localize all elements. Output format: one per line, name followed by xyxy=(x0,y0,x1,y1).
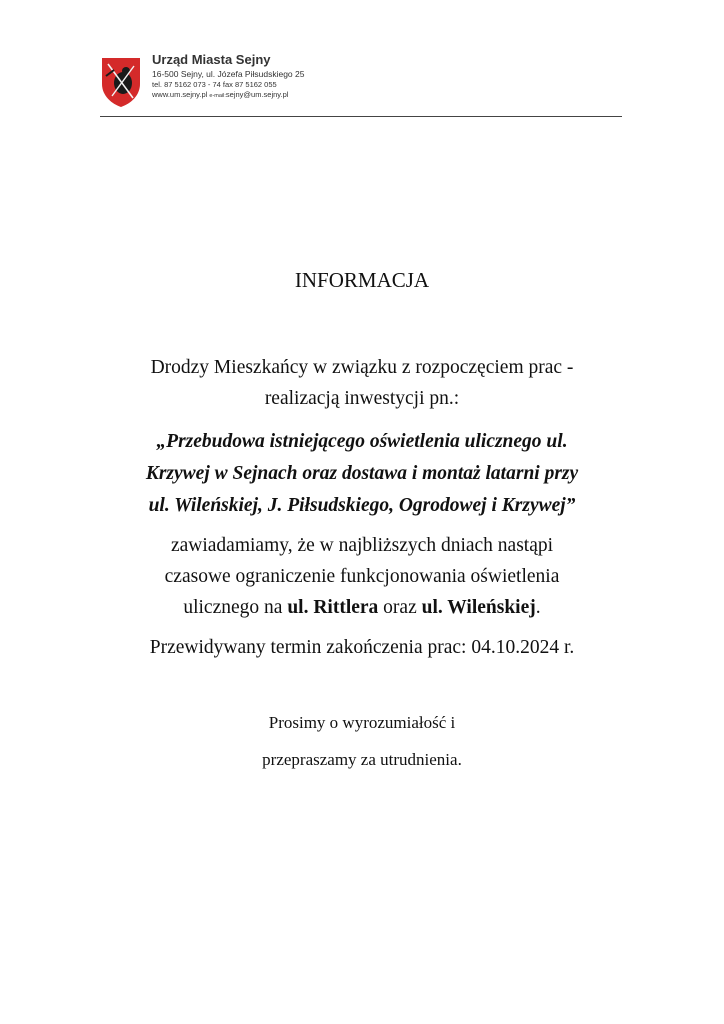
office-website: www.um.sejny.pl xyxy=(152,90,208,99)
office-name: Urząd Miasta Sejny xyxy=(152,52,271,67)
project-line: ul. Wileńskiej, J. Piłsudskiego, Ogrodowej i Krzywej” xyxy=(148,495,576,516)
intro-paragraph xyxy=(60,352,664,414)
project-line: Krzywej w Sejnach oraz dostawa i montaż latarni przy xyxy=(145,463,579,484)
intro-line: Drodzy Mieszkańcy w związku z rozpoczęciem prac - xyxy=(150,357,574,378)
street-name: ul. Rittlera xyxy=(287,597,379,618)
letterhead-text xyxy=(152,52,304,101)
intro-line: realizacją inwestycji pn.: xyxy=(264,388,460,409)
closing-line: Prosimy o wyrozumiałość i xyxy=(268,713,456,732)
notice-line: czasowe ograniczenie funkcjonowania oświetlenia xyxy=(164,566,560,587)
office-web-email xyxy=(152,90,304,101)
office-email: sejny@um.sejny.pl xyxy=(225,90,289,99)
closing-line: przepraszamy za utrudnienia. xyxy=(262,750,462,769)
email-label: e-mail: xyxy=(209,93,226,99)
sejny-crest-icon xyxy=(100,56,142,108)
notice-text: . xyxy=(535,597,541,618)
street-name: ul. Wileńskiej xyxy=(421,597,536,618)
letterhead xyxy=(100,50,622,118)
notice-line: zawiadamiamy, że w najbliższych dniach nastąpi xyxy=(170,535,554,556)
notice-line xyxy=(60,592,664,623)
closing-paragraph xyxy=(60,704,664,778)
project-name xyxy=(60,426,664,522)
notice-paragraph xyxy=(60,530,664,623)
letterhead-divider xyxy=(100,116,622,117)
project-line: „Przebudowa istniejącego oświetlenia ulicznego ul. xyxy=(156,431,568,452)
completion-deadline: Przewidywany termin zakończenia prac: 04.10.2024 r. xyxy=(149,637,575,658)
notice-text: oraz xyxy=(378,597,422,618)
office-phone: tel. 87 5162 073 - 74 fax 87 5162 055 xyxy=(152,80,277,89)
notice-text: ulicznego na xyxy=(183,597,288,618)
document-title: INFORMACJA xyxy=(294,268,430,292)
office-address: 16-500 Sejny, ul. Józefa Piłsudskiego 25 xyxy=(152,69,305,79)
